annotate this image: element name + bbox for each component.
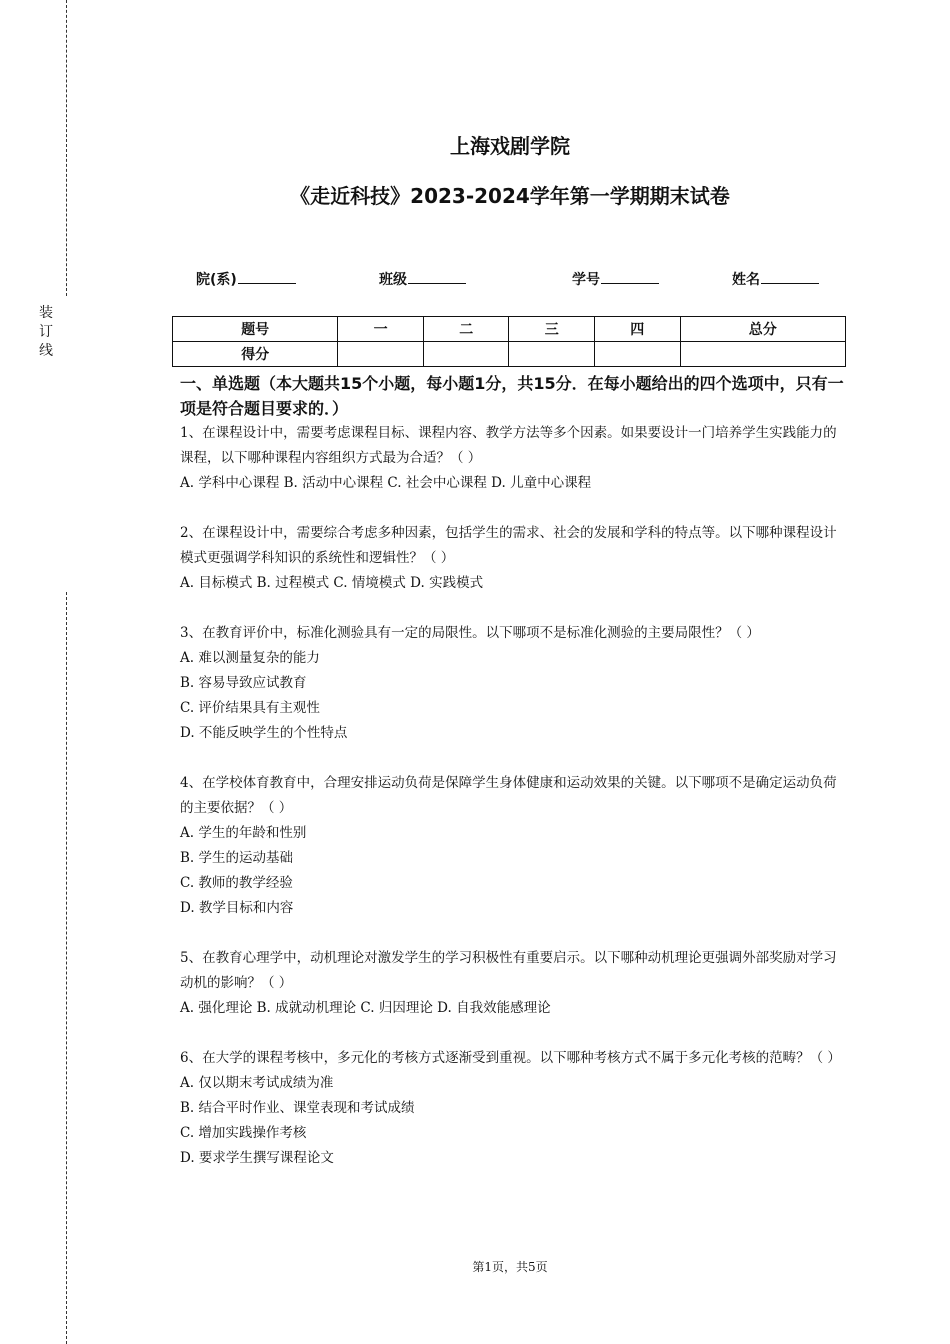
score-row-label: 得分 — [173, 342, 338, 367]
score-header-cell: 一 — [338, 317, 424, 342]
score-cell[interactable] — [595, 342, 681, 367]
score-cell[interactable] — [509, 342, 595, 367]
info-field-student-id — [572, 269, 659, 289]
score-table-score-row — [173, 342, 846, 367]
option-b: B. 结合平时作业、课堂表现和考试成绩 — [180, 1100, 415, 1116]
school-title: 上海戏剧学院 — [450, 134, 570, 158]
option-d: D. 不能反映学生的个性特点 — [180, 725, 348, 741]
score-cell[interactable] — [423, 342, 509, 367]
question-options: A. 学科中心课程 B. 活动中心课程 C. 社会中心课程 D. 儿童中心课程 — [180, 475, 592, 491]
info-field-label: 班级 — [379, 272, 407, 288]
option-d: D. 教学目标和内容 — [180, 900, 294, 916]
binding-char: 订 — [39, 324, 53, 340]
spacer — [180, 496, 850, 521]
score-header-cell: 四 — [595, 317, 681, 342]
question-3 — [180, 621, 850, 746]
question-options: A. 强化理论 B. 成就动机理论 C. 归因理论 D. 自我效能感理论 — [180, 1000, 551, 1016]
score-header-cell: 题号 — [173, 317, 338, 342]
question-1 — [180, 421, 850, 496]
fill-in-blank[interactable] — [408, 269, 466, 284]
exam-content — [180, 371, 850, 1171]
score-table-header-row — [173, 317, 846, 342]
score-header-cell: 三 — [509, 317, 595, 342]
option-c: C. 评价结果具有主观性 — [180, 700, 320, 716]
info-field-name — [732, 269, 819, 289]
fill-in-blank[interactable] — [601, 269, 659, 284]
info-field-label: 姓名 — [732, 272, 760, 288]
score-cell[interactable] — [338, 342, 424, 367]
question-stem: 4、在学校体育教育中，合理安排运动负荷是保障学生身体健康和运动效果的关键。以下哪项不是确定运动负荷的主要依据？（ ） — [180, 775, 837, 816]
score-header-cell: 二 — [423, 317, 509, 342]
question-6 — [180, 1046, 850, 1171]
score-header-cell: 总分 — [680, 317, 845, 342]
question-stem: 1、在课程设计中，需要考虑课程目标、课程内容、教学方法等多个因素。如果要设计一门培养学生实践能力的课程，以下哪种课程内容组织方式最为合适？（ ） — [180, 425, 837, 466]
binding-label — [36, 304, 56, 361]
question-stem: 6、在大学的课程考核中，多元化的考核方式逐渐受到重视。以下哪种考核方式不属于多元化考核的范畴？（ ） — [180, 1050, 841, 1066]
question-5 — [180, 946, 850, 1021]
option-c: C. 增加实践操作考核 — [180, 1125, 307, 1141]
option-c: C. 教师的教学经验 — [180, 875, 293, 891]
spacer — [180, 921, 850, 946]
question-options: A. 目标模式 B. 过程模式 C. 情境模式 D. 实践模式 — [180, 575, 484, 591]
page-footer: 第1页，共5页 — [472, 1260, 548, 1274]
info-field-label: 学号 — [572, 272, 600, 288]
binding-char: 装 — [39, 305, 53, 321]
option-b: B. 容易导致应试教育 — [180, 675, 307, 691]
score-cell[interactable] — [680, 342, 845, 367]
info-field-department — [196, 269, 296, 289]
question-4 — [180, 771, 850, 921]
score-table — [172, 316, 846, 367]
question-stem: 3、在教育评价中，标准化测验具有一定的局限性。以下哪项不是标准化测验的主要局限性？（ ） — [180, 625, 760, 641]
option-a: A. 学生的年龄和性别 — [180, 825, 307, 841]
option-b: B. 学生的运动基础 — [180, 850, 294, 866]
spacer — [180, 596, 850, 621]
question-stem: 2、在课程设计中，需要综合考虑多种因素，包括学生的需求、社会的发展和学科的特点等。以下哪种课程设计模式更强调学科知识的系统性和逻辑性？（ ） — [180, 525, 837, 566]
binding-char: 线 — [39, 343, 53, 359]
fill-in-blank[interactable] — [238, 269, 296, 284]
option-a: A. 仅以期末考试成绩为准 — [180, 1075, 334, 1091]
spacer — [180, 1021, 850, 1046]
question-2 — [180, 521, 850, 596]
section-header: 一、单选题（本大题共15个小题，每小题1分，共15分．在每小题给出的四个选项中，只有一项是符合题目要求的．） — [180, 374, 844, 418]
spacer — [180, 746, 850, 771]
binding-dashed-line-bottom — [66, 592, 67, 1344]
fill-in-blank[interactable] — [761, 269, 819, 284]
question-stem: 5、在教育心理学中，动机理论对激发学生的学习积极性有重要启示。以下哪种动机理论更强调外部奖励对学习动机的影响？（ ） — [180, 950, 837, 991]
option-a: A. 难以测量复杂的能力 — [180, 650, 320, 666]
option-d: D. 要求学生撰写课程论文 — [180, 1150, 334, 1166]
exam-title: 《走近科技》2023-2024学年第一学期期末试卷 — [290, 184, 730, 208]
info-field-label: 院(系) — [196, 272, 237, 288]
info-field-class — [379, 269, 466, 289]
